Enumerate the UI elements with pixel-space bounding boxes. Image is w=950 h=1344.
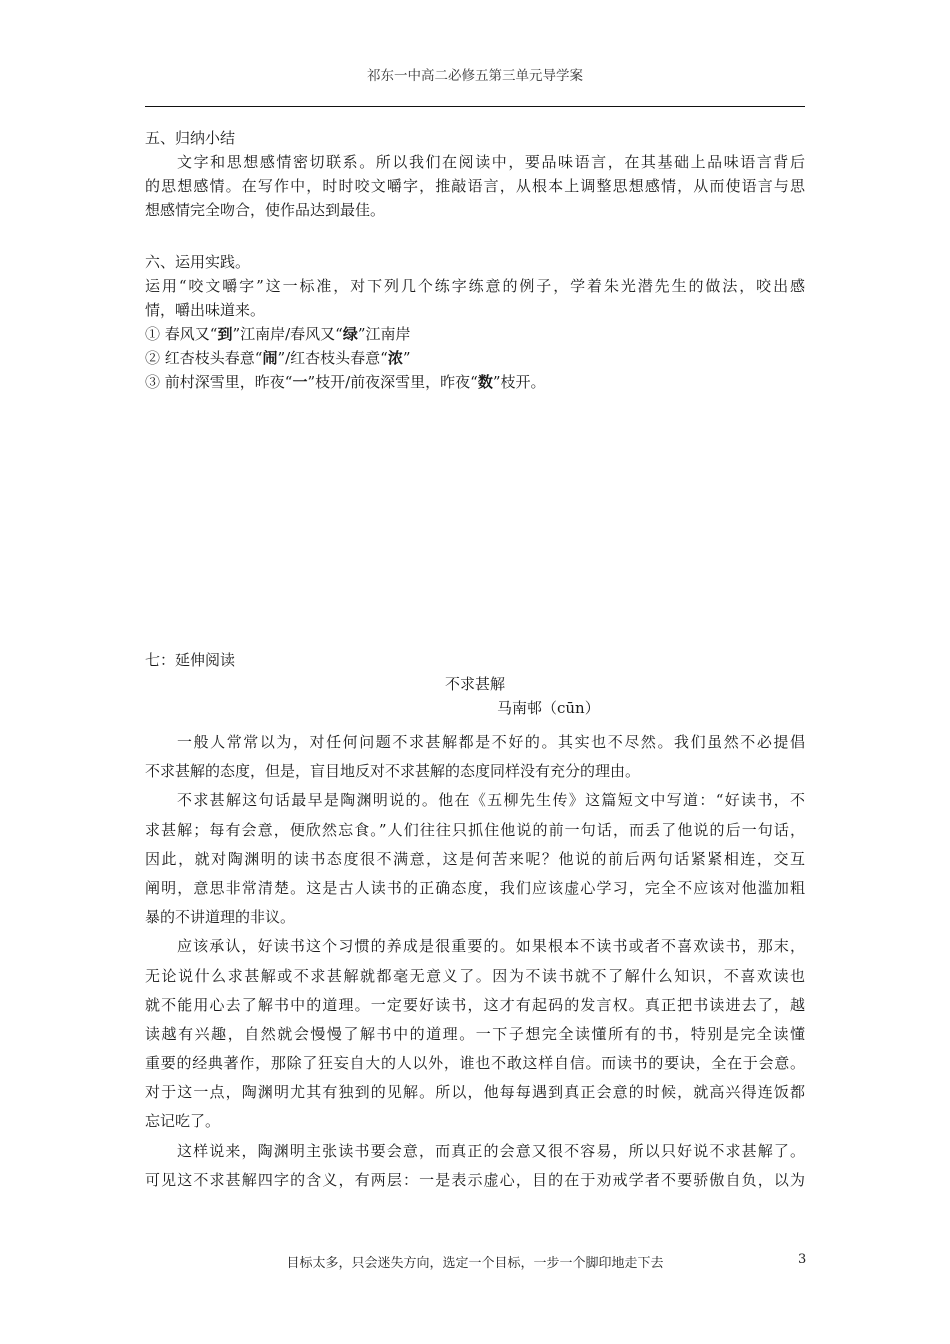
essay-line: 因此，就对陶渊明的读书态度很不满意，这是何苦来呢？他说的前后两句话紧紧相连，交互: [145, 849, 805, 868]
exercise-item: ① 春风又“到”江南岸/春风又“绿”江南岸: [145, 325, 411, 343]
section-heading: 五、归纳小结: [145, 129, 236, 147]
exercise-item: ② 红杏枝头春意“闹”/红杏枝头春意“浓”: [145, 349, 411, 367]
section-practice: [145, 250, 805, 394]
essay-line: 不求甚解的态度，但是，盲目地反对不求甚解的态度同样没有充分的理由。: [145, 762, 641, 781]
paragraph-line: 的思想感情。在写作中，时时咬文嚼字，推敲语言，从根本上调整思想感情，从而使语言与思: [145, 177, 805, 195]
essay-line: 应该承认，好读书这个习惯的养成是很重要的。如果根本不读书或者不喜欢读书，那末，: [177, 937, 805, 956]
key-word: 闹: [262, 349, 278, 367]
page-header: 祁东一中高二必修五第三单元导学案: [367, 68, 583, 84]
section-heading: 七：延伸阅读: [145, 651, 236, 669]
paragraph-line: 运用“咬文嚼字”这一标准，对下列几个练字练意的例子，学着朱光潜先生的做法，咬出感: [145, 277, 805, 295]
essay-line: 就不能用心去了解书中的道理。一定要好读书，这才有起码的发言权。真正把书读进去了，越: [145, 995, 805, 1014]
essay-line: 不求甚解这句话最早是陶渊明说的。他在《五柳先生传》这篇短文中写道：“好读书，不: [177, 791, 805, 810]
essay-title: 不求甚解: [444, 675, 505, 693]
paragraph-line: 想感情完全吻合，使作品达到最佳。: [145, 201, 386, 219]
key-word: 绿: [342, 325, 358, 343]
essay-author: 马南邨（cūn）: [497, 699, 600, 717]
header-divider: [145, 106, 805, 107]
footer-motto: 目标太多，只会迷失方向，选定一个目标，一步一个脚印地走下去: [286, 1256, 664, 1271]
section-heading: 六、运用实践。: [145, 253, 251, 271]
essay-line: 重要的经典著作，那除了狂妄自大的人以外，谁也不敢这样自信。而读书的要诀，全在于会意。: [145, 1054, 805, 1073]
essay-line: 阐明，意思非常清楚。这是古人读书的正确态度，我们应该虚心学习，完全不应该对他滥加粗: [145, 878, 805, 897]
essay-line: 可见这不求甚解四字的含义，有两层：一是表示虚心，目的在于劝戒学者不要骄傲自负，以为: [145, 1170, 805, 1189]
essay-line: 忘记吃了。: [145, 1112, 221, 1131]
section-summary: [145, 126, 805, 222]
key-word: 到: [217, 325, 233, 343]
page-number: 3: [798, 1252, 807, 1267]
essay-line: 无论说什么求甚解或不求甚解就都毫无意义了。因为不读书就不了解什么知识，不喜欢读也: [145, 966, 805, 985]
essay-line: 对于这一点，陶渊明尤其有独到的见解。所以，他每每遇到真正会意的时候，就高兴得连饭都: [145, 1083, 805, 1102]
key-word: 浓: [387, 349, 403, 367]
key-word: 一: [292, 373, 308, 391]
section-extended-reading: [145, 648, 805, 720]
essay-body: [145, 728, 805, 1195]
paragraph-line: 文字和思想感情密切联系。所以我们在阅读中，要品味语言，在其基础上品味语言背后: [177, 153, 805, 171]
essay-line: 暴的不讲道理的非议。: [145, 908, 296, 927]
essay-line: 求甚解；每有会意，便欣然忘食。”人们往往只抓住他说的前一句话，而丢了他说的后一句话，: [145, 820, 805, 839]
essay-line: 这样说来，陶渊明主张读书要会意，而真正的会意又很不容易，所以只好说不求甚解了。: [177, 1141, 805, 1160]
key-word: 数: [477, 373, 493, 391]
paragraph-line: 情，嚼出味道来。: [145, 301, 266, 319]
essay-line: 读越有兴趣，自然就会慢慢了解书中的道理。一下子想完全读懂所有的书，特别是完全读懂: [145, 1024, 805, 1043]
essay-line: 一般人常常以为，对任何问题不求甚解都是不好的。其实也不尽然。我们虽然不必提倡: [177, 733, 805, 751]
exercise-item: ③ 前村深雪里，昨夜“一”枝开/前夜深雪里，昨夜“数”枝开。: [145, 373, 546, 391]
